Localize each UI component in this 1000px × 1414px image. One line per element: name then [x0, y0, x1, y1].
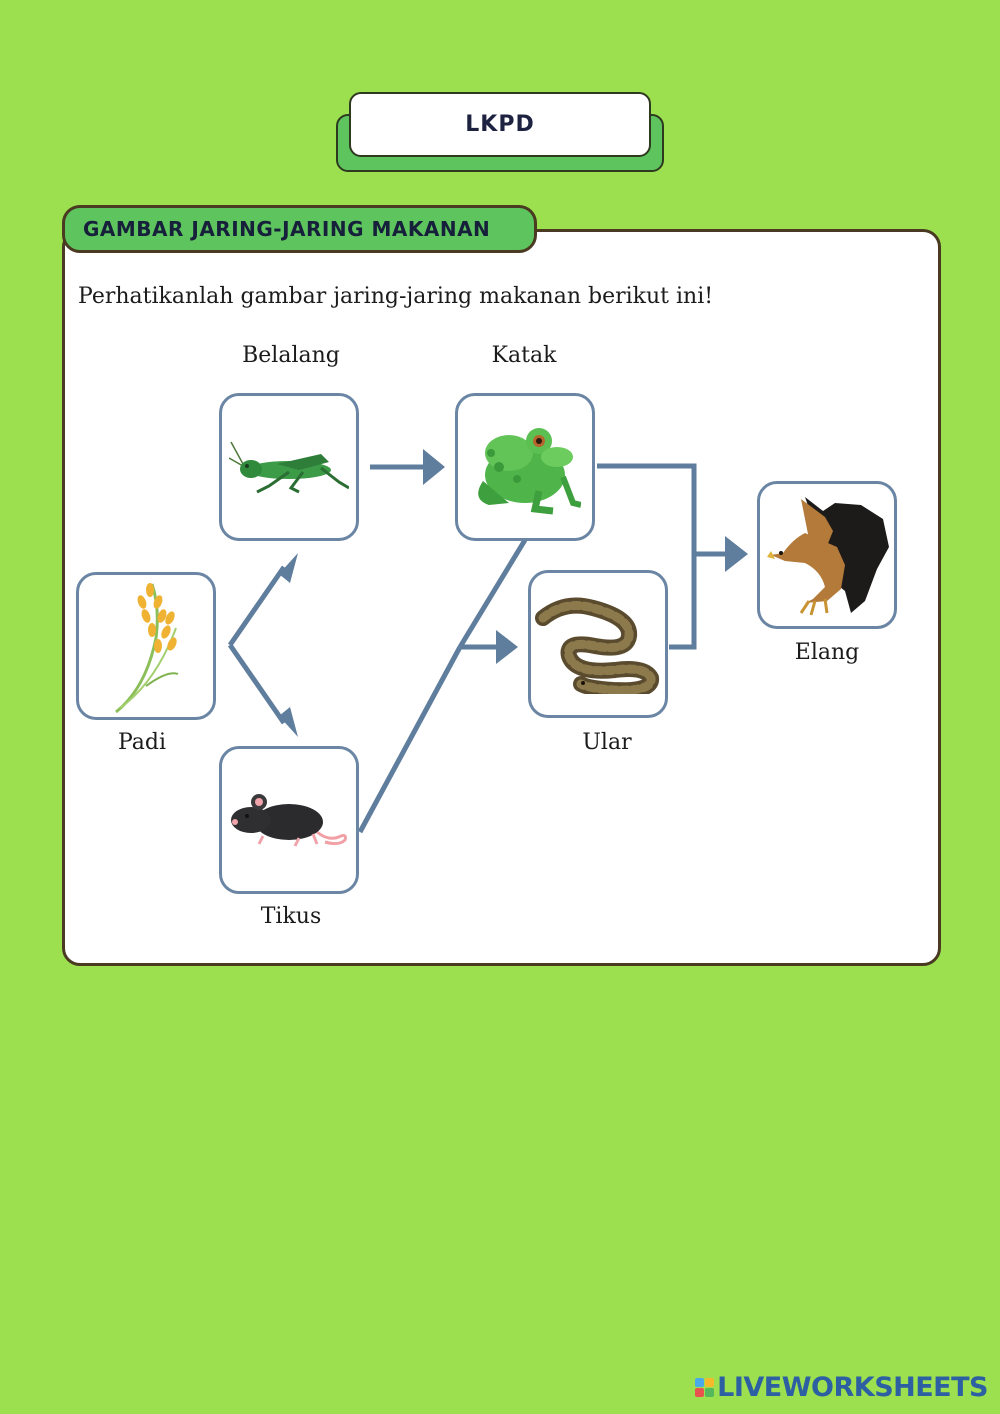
eagle-icon: [765, 491, 889, 619]
arrowhead-katak: [423, 449, 445, 485]
card-belalang: [219, 393, 359, 541]
card-tikus: [219, 746, 359, 894]
label-padi: Padi: [117, 730, 167, 755]
card-padi: [76, 572, 216, 720]
label-belalang: Belalang: [242, 343, 340, 368]
card-katak: [455, 393, 595, 541]
section-title: GAMBAR JARING-JARING MAKANAN: [62, 205, 537, 253]
arrow-tikus-ular: [360, 647, 460, 832]
logo-mark-icon: [695, 1378, 714, 1397]
card-ular: [528, 570, 668, 718]
snake-icon: [535, 594, 661, 694]
page-title: LKPD: [349, 92, 651, 157]
label-ular: Ular: [582, 730, 632, 755]
grasshopper-icon: [229, 432, 349, 502]
card-elang: [757, 481, 897, 629]
frog-icon: [469, 419, 581, 515]
logo-text: LIVEWORKSHEETS: [717, 1372, 988, 1403]
instruction-text: Perhatikanlah gambar jaring-jaring makanan berikut ini!: [78, 284, 714, 309]
arrow-katak-ular: [460, 540, 525, 647]
rice-plant-icon: [106, 578, 186, 714]
arrow-padi-tikus: [230, 645, 284, 723]
label-tikus: Tikus: [260, 904, 322, 929]
arrowhead-elang: [725, 536, 748, 572]
liveworksheets-logo: [695, 1372, 988, 1403]
arrowhead-ular: [496, 630, 518, 664]
label-katak: Katak: [491, 343, 557, 368]
arrow-padi-belalang: [230, 567, 284, 645]
mouse-icon: [229, 788, 349, 852]
label-elang: Elang: [794, 640, 860, 665]
